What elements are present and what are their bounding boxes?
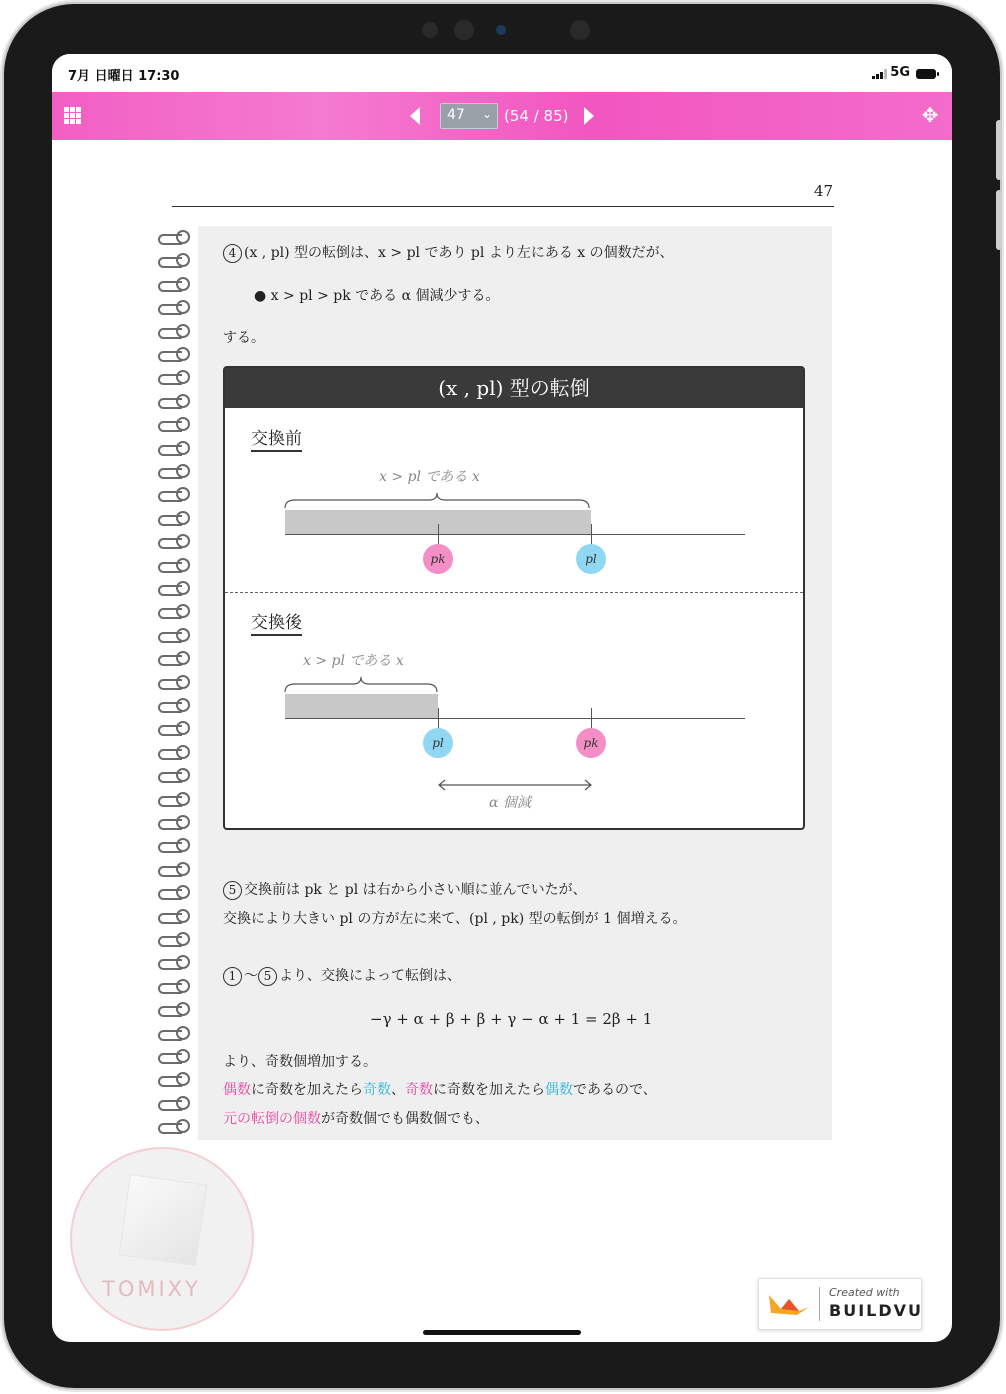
parity-text-1: に奇数を加えたら: [251, 1082, 363, 1098]
after-tick-pk: [591, 708, 592, 728]
spiral-ring: [156, 464, 196, 478]
line-4-text: (x , pl) 型の転倒は、x > pl であり pl より左にある x の個数だが、: [244, 245, 674, 261]
line-4: [223, 242, 674, 263]
after-heading: 交換後: [251, 608, 302, 636]
spiral-ring: [156, 979, 196, 993]
summary-text: より、交換によって転倒は、: [279, 968, 461, 984]
word-original-count: 元の転倒の個数: [223, 1111, 321, 1127]
spiral-ring: [156, 487, 196, 501]
word-even-2: 偶数: [545, 1082, 573, 1098]
spiral-ring: [156, 511, 196, 525]
chevron-down-icon: ⌄: [481, 107, 492, 121]
after-axis: [285, 718, 745, 719]
spiral-ring: [156, 675, 196, 689]
after-bar: [285, 694, 438, 718]
line-5a-text: 交換前は pk と pl は右から小さい順に並んでいたが、: [244, 882, 587, 898]
suru-line: する。: [223, 330, 265, 346]
grid-icon[interactable]: [64, 107, 82, 125]
page-count: (54 / 85): [504, 107, 569, 125]
tomixy-watermark: [70, 1147, 254, 1331]
spiral-ring: [156, 604, 196, 618]
section-divider: [225, 592, 803, 593]
spiral-ring: [156, 1072, 196, 1086]
badge-created: Created with: [829, 1286, 900, 1299]
spiral-ring: [156, 1002, 196, 1016]
decrease-label: α 個減: [489, 795, 531, 811]
before-dot-pk: pk: [423, 544, 453, 574]
inversion-box: [223, 366, 805, 830]
battery-icon: [916, 69, 936, 79]
badge-brand: BUILDVU: [829, 1301, 923, 1320]
summary-tilde: 〜: [244, 968, 258, 984]
spiral-ring: [156, 394, 196, 408]
status-time: 7月 日曜日 17:30: [68, 69, 180, 84]
sensor-dot: [422, 22, 438, 38]
before-tick-pl: [591, 524, 592, 544]
parity-text-4: であるので、: [573, 1082, 657, 1098]
spiral-ring: [156, 651, 196, 665]
circled-5b: 5: [258, 967, 277, 986]
spiral-ring: [156, 534, 196, 548]
page-select-value: 47: [447, 107, 465, 123]
buildvu-logo-icon: [767, 1291, 811, 1317]
camera-lens: [454, 20, 474, 40]
screen: [52, 54, 952, 1342]
spiral-ring: [156, 417, 196, 431]
spiral-ring: [156, 955, 196, 969]
spiral-ring: [156, 253, 196, 267]
parity-text-3: に奇数を加えたら: [433, 1082, 545, 1098]
spiral-ring: [156, 862, 196, 876]
double-arrow: [437, 778, 593, 792]
spiral-ring: [156, 628, 196, 642]
after-label: x > pl である x: [303, 653, 404, 669]
spiral-ring: [156, 230, 196, 244]
previous-page-icon[interactable]: [410, 107, 420, 125]
badge-separator: [819, 1287, 820, 1321]
spiral-ring: [156, 932, 196, 946]
volume-button-2: [996, 190, 1002, 250]
spiral-ring: [156, 909, 196, 923]
parity-line: [223, 1079, 657, 1099]
page-select[interactable]: [440, 103, 498, 129]
spiral-ring: [156, 1049, 196, 1063]
after-brace: [283, 676, 443, 694]
spiral-ring: [156, 885, 196, 899]
gem-icon: [119, 1174, 208, 1266]
original-count-text: が奇数個でも偶数個でも、: [321, 1111, 489, 1127]
header-rule: [172, 206, 834, 207]
buildvu-badge[interactable]: [758, 1278, 922, 1330]
after-dot-pk: pk: [576, 728, 606, 758]
spiral-ring: [156, 815, 196, 829]
before-label: x > pl である x: [379, 469, 480, 485]
word-odd-1: 奇数: [363, 1082, 391, 1098]
equation: −γ + α + β + β + γ − α + 1 = 2β + 1: [370, 1010, 653, 1028]
circled-4: 4: [223, 244, 242, 263]
home-indicator: [423, 1330, 581, 1335]
circled-5: 5: [223, 881, 242, 900]
after-tick-pl: [438, 708, 439, 728]
spiral-ring: [156, 370, 196, 384]
next-page-icon[interactable]: [584, 107, 594, 125]
before-axis: [285, 534, 745, 535]
spiral-ring: [156, 347, 196, 361]
spiral-ring: [156, 441, 196, 455]
signal-icon: [872, 69, 886, 79]
word-even-1: 偶数: [223, 1082, 251, 1098]
spiral-ring: [156, 792, 196, 806]
move-icon[interactable]: ✥: [921, 103, 939, 127]
before-dot-pl: pl: [576, 544, 606, 574]
conclusion-line: より、奇数個増加する。: [223, 1054, 377, 1070]
network-label: 5G: [890, 65, 910, 80]
circled-1: 1: [223, 967, 242, 986]
spiral-ring: [156, 745, 196, 759]
spiral-ring: [156, 277, 196, 291]
line-5b: 交換により大きい pl の方が左に来て、(pl , pk) 型の転倒が 1 個増える。: [223, 911, 687, 927]
sensor-lens: [570, 20, 590, 40]
spiral-ring: [156, 1026, 196, 1040]
line-5a: [223, 879, 587, 900]
spiral-ring: [156, 1119, 196, 1133]
watermark-text: TOMIXY: [102, 1277, 201, 1301]
spiral-ring: [156, 838, 196, 852]
parity-text-2: 、: [391, 1082, 405, 1098]
before-heading: 交換前: [251, 424, 302, 452]
spiral-ring: [156, 1096, 196, 1110]
status-bar: [52, 54, 952, 92]
camera-dot: [496, 25, 506, 35]
before-brace: [283, 492, 595, 510]
spiral-ring: [156, 768, 196, 782]
spiral-ring: [156, 581, 196, 595]
spiral-ring: [156, 721, 196, 735]
spiral-ring: [156, 300, 196, 314]
word-odd-2: 奇数: [405, 1082, 433, 1098]
box-title: (x , pl) 型の転倒: [225, 368, 803, 408]
after-dot-pl: pl: [423, 728, 453, 758]
page-number: 47: [814, 182, 834, 200]
volume-button: [996, 120, 1002, 180]
before-tick-pk: [438, 524, 439, 544]
spiral-ring: [156, 324, 196, 338]
original-count-line: [223, 1108, 489, 1128]
viewer-toolbar: [52, 92, 952, 140]
spiral-ring: [156, 558, 196, 572]
bullet-line: ● x > pl > pk である α 個減少する。: [254, 288, 500, 304]
spiral-binding: [156, 230, 200, 1140]
summary-line: [223, 965, 461, 986]
spiral-ring: [156, 698, 196, 712]
